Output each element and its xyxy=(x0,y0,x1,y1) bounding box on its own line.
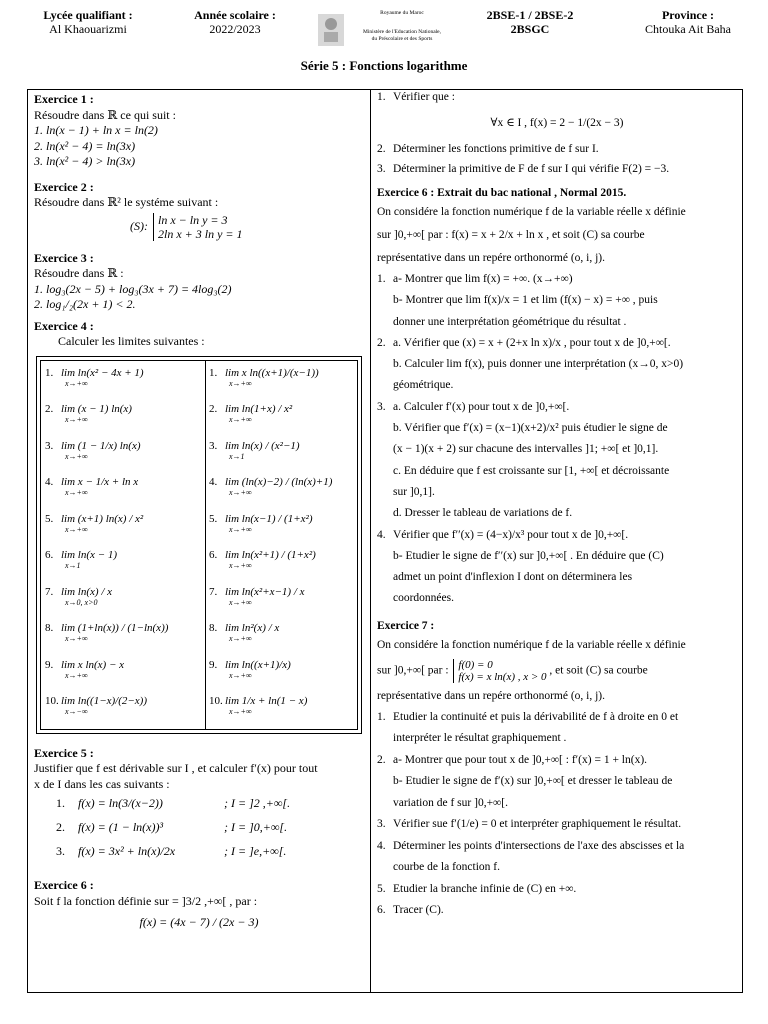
item-number: 2. xyxy=(56,820,65,834)
exercise-1-title: Exercice 1 : xyxy=(34,92,94,106)
exercise-1-item: 1. ln(x − 1) + ln x = ln(2) xyxy=(34,123,158,137)
item-text: a- Montrer que pour tout x de ]0,+∞[ : f′(x) = 1 + ln(x). xyxy=(393,753,648,766)
exercise-3-title: Exercice 3 : xyxy=(34,250,94,265)
page-header xyxy=(0,8,768,48)
exercise-5-item xyxy=(34,844,364,868)
item-number: 2. xyxy=(377,336,386,349)
system-eq1: ln x − ln y = 3 xyxy=(158,212,228,227)
list-item xyxy=(377,421,737,436)
limit-item xyxy=(209,476,332,499)
exercise-6-intro: Soit f la fonction définie sur = ]3/2 ,+∞[ , par : xyxy=(34,893,258,908)
limit-item xyxy=(45,549,117,572)
year-block xyxy=(175,8,295,36)
limit-item xyxy=(209,586,305,609)
exercise-7-p2 xyxy=(377,659,737,683)
limit-expression: lim ln(x² − 4x + 1) xyxy=(61,366,144,379)
list-item xyxy=(377,272,737,287)
limit-number: 7. xyxy=(45,585,54,598)
school-name: Al Khaouarizmi xyxy=(49,22,127,36)
item-number: 4. xyxy=(377,528,386,541)
item-text: Etudier la continuité et puis la dérivabilité de f à droite en 0 et xyxy=(393,710,679,723)
limit-number: 1. xyxy=(209,366,218,379)
item-text: Vérifier que : xyxy=(393,91,455,103)
limit-number: 2. xyxy=(209,403,218,415)
limits-table-divider xyxy=(205,361,206,729)
item-text: sur ]0,1]. xyxy=(393,485,435,498)
item-number: 2. xyxy=(377,143,386,155)
logo-line2: Ministère de l'Education Nationale, xyxy=(363,29,441,35)
limit-number: 9. xyxy=(209,658,218,671)
limit-number: 9. xyxy=(45,658,54,671)
exercise-4-intro: Calculer les limites suivantes : xyxy=(58,334,205,348)
limit-item xyxy=(45,513,143,536)
limit-subscript: x→+∞ xyxy=(229,597,252,607)
limit-number: 6. xyxy=(209,549,218,561)
limit-subscript: x→+∞ xyxy=(65,670,88,680)
limit-number: 8. xyxy=(45,622,54,634)
list-item xyxy=(377,570,737,585)
limit-expression: lim x − 1/x + ln x xyxy=(61,476,139,488)
item-number: 1. xyxy=(56,796,65,810)
item-text: variation de f sur ]0,+∞[. xyxy=(393,796,508,809)
item-number: 5. xyxy=(377,882,386,895)
exercise-5-intro-2: x de I dans les cas suivants : xyxy=(34,776,170,791)
limit-item xyxy=(45,695,147,718)
limit-expression: lim (1 − 1/x) ln(x) xyxy=(61,439,141,452)
list-item xyxy=(377,860,737,875)
list-item xyxy=(377,442,737,457)
limits-table-inner xyxy=(40,360,358,730)
exercise-6b-list xyxy=(377,272,737,606)
limit-subscript: x→1 xyxy=(229,451,245,461)
class-line2: 2BSGC xyxy=(510,22,550,36)
class-line1: 2BSE-1 / 2BSE-2 xyxy=(486,8,574,22)
exercise-1-item: 3. ln(x² − 4) > ln(3x) xyxy=(34,154,136,168)
limits-table xyxy=(36,356,362,734)
limit-number: 5. xyxy=(209,512,218,525)
list-item xyxy=(377,336,737,351)
limit-expression: lim (x+1) ln(x) / x² xyxy=(61,512,144,525)
list-item xyxy=(377,528,737,543)
year-label: Année scolaire : xyxy=(194,8,276,22)
item-number: 3. xyxy=(377,400,386,413)
limit-expression: lim x ln((x+1)/(x−1)) xyxy=(225,366,319,379)
function-definition: f(x) = ln(3/(x−2)) xyxy=(78,796,163,810)
item-number: 3. xyxy=(56,844,65,858)
right-column xyxy=(377,90,737,925)
list-item xyxy=(377,731,737,746)
limit-expression: lim x ln(x) − x xyxy=(61,658,125,671)
domain: ; I = ]2 ,+∞[. xyxy=(224,796,291,810)
limit-number: 3. xyxy=(209,439,218,452)
list-item xyxy=(377,162,737,177)
limit-number: 1. xyxy=(45,366,54,379)
item-text: ∀x ∈ I , f(x) = 2 − 1/(2x − 3) xyxy=(490,117,624,129)
item-text: a. Vérifier que (x) = x + (2+x ln x)/x , pour tout x de ]0,+∞[. xyxy=(393,336,671,349)
exercise-2-intro: Résoudre dans ℝ² le systéme suivant : xyxy=(34,195,219,209)
item-text: b- Etudier le signe de f′(x) sur ]0,+∞[ et dresser le tableau de xyxy=(393,775,673,788)
province-name: Chtouka Ait Baha xyxy=(645,22,731,36)
exercise-7-p3: représentative dans un repére orthonormé (o, i, j). xyxy=(377,689,605,702)
item-text: b. Calculer lim f(x), puis donner une interprétation (x→0, x>0) xyxy=(393,358,684,371)
ministry-logo xyxy=(318,10,458,50)
limit-item xyxy=(45,659,124,682)
limit-subscript: x→0, x>0 xyxy=(65,597,98,607)
function-definition: f(x) = 3x² + ln(x)/2x xyxy=(78,844,176,858)
exercise-5-intro-1: Justifier que f est dérivable sur I , et calculer f′(x) pour tout xyxy=(34,761,318,775)
item-text: Vérifier que f′′(x) = (4−x)/x³ pour tout x de ]0,+∞[. xyxy=(393,528,629,541)
item-text: b- Etudier le signe de f′′(x) sur ]0,+∞[ . En déduire que (C) xyxy=(393,549,664,562)
limit-subscript: x→−∞ xyxy=(65,707,88,716)
limit-expression: lim ln(x) / (x²−1) xyxy=(225,439,300,452)
item-text: Etudier la branche infinie de (C) en +∞. xyxy=(393,882,577,895)
exercise-5-item xyxy=(34,820,364,844)
limit-item xyxy=(209,440,300,463)
limit-expression: lim (1+ln(x)) / (1−ln(x)) xyxy=(61,622,169,634)
province-block xyxy=(618,8,758,36)
limit-number: 4. xyxy=(45,476,54,488)
item-number: 1. xyxy=(377,91,386,103)
limit-subscript: x→+∞ xyxy=(65,451,88,461)
item-number: 3. xyxy=(377,818,386,831)
item-text: c. En déduire que f est croissante sur [1, +∞[ et décroissante xyxy=(393,464,670,477)
list-item xyxy=(377,591,737,606)
limit-expression: lim 1/x + ln(1 − x) xyxy=(225,695,308,707)
item-text: a. Calculer f′(x) pour tout x de ]0,+∞[. xyxy=(393,400,570,413)
limit-item xyxy=(45,403,132,426)
item-number: 3. xyxy=(377,163,386,175)
exercise-7-title xyxy=(377,619,737,634)
limit-item xyxy=(209,403,292,426)
column-divider xyxy=(370,89,371,993)
limit-item xyxy=(45,622,168,645)
item-text: interpréter le résultat graphiquement . xyxy=(393,732,567,745)
exercise-1-intro: Résoudre dans ℝ ce qui suit : xyxy=(34,107,176,122)
logo-line1: Royaume du Maroc xyxy=(380,10,424,16)
exercise-7-sys-l1: f(0) = 0 xyxy=(458,658,493,671)
list-item xyxy=(377,110,737,137)
list-item xyxy=(377,903,737,918)
system-equations xyxy=(153,213,243,241)
list-item xyxy=(377,549,737,564)
function-definition: f(x) = (1 − ln(x))³ xyxy=(78,820,164,834)
item-text: d. Dresser le tableau de variations de f. xyxy=(393,507,573,520)
item-text: Vérifier sue f′(1/e) = 0 et interpréter graphiquement le résultat. xyxy=(393,818,682,831)
limit-subscript: x→+∞ xyxy=(229,524,252,534)
list-item xyxy=(377,506,737,521)
limit-item xyxy=(45,586,112,609)
limit-number: 6. xyxy=(45,549,54,561)
item-text: b- Montrer que lim f(x)/x = 1 et lim (f(x) − x) = +∞ , puis xyxy=(393,294,658,307)
limit-expression: lim (ln(x)−2) / (ln(x)+1) xyxy=(225,476,333,488)
exercise-3-item: 1. log₃(2x − 5) + log₃(3x + 7) = 4log₃(2) xyxy=(34,281,232,296)
item-number: 2. xyxy=(377,753,386,766)
list-item xyxy=(377,400,737,415)
limit-subscript: x→+∞ xyxy=(65,488,88,497)
exercise-7-title-text: Exercice 7 : xyxy=(377,619,435,632)
limit-subscript: x→+∞ xyxy=(229,415,252,424)
exercise-5-item xyxy=(34,796,364,820)
limit-subscript: x→+∞ xyxy=(65,415,88,424)
list-item xyxy=(377,882,737,897)
item-text: donner une interprétation géométrique du résultat . xyxy=(393,315,627,328)
list-item xyxy=(377,710,737,725)
limit-number: 10. xyxy=(45,695,59,707)
limit-expression: lim ln(x²+1) / (1+x²) xyxy=(225,549,316,561)
limit-item xyxy=(45,367,144,390)
item-text: coordonnées. xyxy=(393,592,454,605)
exercise-7-list xyxy=(377,710,737,919)
limit-item xyxy=(209,695,307,718)
limit-number: 10. xyxy=(209,695,223,707)
limit-item xyxy=(209,659,291,682)
exercise-6-formula: f(x) = (4x − 7) / (2x − 3) xyxy=(139,915,259,929)
exercise-1-item: 2. ln(x² − 4) = ln(3x) xyxy=(34,138,136,153)
exercise-5-title: Exercice 5 : xyxy=(34,745,94,760)
item-text: courbe de la fonction f. xyxy=(393,861,500,874)
logo-line3: du Préscolaire et des Sports xyxy=(371,36,433,42)
limit-subscript: x→+∞ xyxy=(229,670,252,680)
list-item xyxy=(377,774,737,789)
item-text: Déterminer les fonctions primitive de f sur I. xyxy=(393,143,599,155)
list-item xyxy=(377,753,737,768)
limit-number: 5. xyxy=(45,512,54,525)
list-item xyxy=(377,796,737,811)
item-text: géométrique. xyxy=(393,379,454,392)
limit-subscript: x→+∞ xyxy=(65,524,88,534)
limit-item xyxy=(209,549,316,572)
limit-expression: lim (x − 1) ln(x) xyxy=(61,403,132,415)
exercise-6b-title: Exercice 6 : Extrait du bac national , Normal 2015. xyxy=(377,187,627,199)
exercise-7-sys-l2: f(x) = x ln(x) , x > 0 xyxy=(458,670,547,683)
limit-item xyxy=(209,367,319,390)
exercise-6-continued xyxy=(377,90,737,177)
limit-subscript: x→1 xyxy=(65,561,81,570)
limit-number: 3. xyxy=(45,439,54,452)
limit-number: 2. xyxy=(45,403,54,415)
item-text: Tracer (C). xyxy=(393,904,444,917)
limit-number: 7. xyxy=(209,585,218,598)
item-number: 6. xyxy=(377,904,386,917)
left-column xyxy=(34,92,364,931)
exercise-2-system xyxy=(34,213,364,241)
limit-expression: lim ln(x − 1) xyxy=(61,549,117,561)
province-label: Province : xyxy=(661,8,715,22)
exercise-6b-p2: sur ]0,+∞[ par : f(x) = x + 2/x + ln x , et soit (C) sa courbe xyxy=(377,229,645,241)
limit-subscript: x→+∞ xyxy=(229,561,252,570)
limit-subscript: x→+∞ xyxy=(65,634,88,643)
limit-subscript: x→+∞ xyxy=(229,634,252,643)
exercise-6-title: Exercice 6 : xyxy=(34,878,94,892)
exercise-6b-p3: représentative dans un repére orthonormé (o, i, j). xyxy=(377,252,605,264)
exercise-7-system xyxy=(453,659,546,683)
list-item xyxy=(377,293,737,308)
limit-expression: lim ln(x) / x xyxy=(61,585,113,598)
exercise-7-p2b: , et soit (C) sa courbe xyxy=(549,664,648,677)
limit-subscript: x→+∞ xyxy=(229,488,252,497)
system-eq2: 2ln x + 3 ln y = 1 xyxy=(158,226,243,241)
limit-item xyxy=(209,513,312,536)
item-text: admet un point d'inflexion I dont on déterminera les xyxy=(393,571,633,584)
limit-item xyxy=(45,440,141,463)
item-text: Déterminer les points d'intersections de l'axe des abscisses et la xyxy=(393,839,685,852)
exercise-6b-p1: On considére la fonction numérique f de la variable réelle x définie xyxy=(377,206,686,218)
limit-subscript: x→+∞ xyxy=(229,378,252,388)
limit-expression: lim ln((x+1)/x) xyxy=(225,658,291,671)
item-text: b. Vérifier que f′(x) = (x−1)(x+2)/x² puis étudier le signe de xyxy=(393,422,668,435)
list-item xyxy=(377,464,737,479)
exercise-4-title: Exercice 4 : xyxy=(34,318,94,333)
limit-expression: lim ln(x²+x−1) / x xyxy=(225,585,305,598)
list-item xyxy=(377,839,737,854)
exercise-7-p1: On considére la fonction numérique f de la variable réelle x définie xyxy=(377,638,686,651)
item-text: a- Montrer que lim f(x) = +∞. (x→+∞) xyxy=(393,273,573,285)
exercise-5-list xyxy=(34,796,364,868)
exercise-3-intro: Résoudre dans ℝ : xyxy=(34,266,124,280)
system-label: (S): xyxy=(130,218,148,233)
logo-arabic-placeholder xyxy=(346,17,458,29)
class-block xyxy=(470,8,590,36)
item-number: 4. xyxy=(377,839,386,852)
limit-subscript: x→+∞ xyxy=(65,378,88,388)
limit-expression: lim ln((1−x)/(2−x)) xyxy=(61,695,148,707)
limit-number: 8. xyxy=(209,622,218,634)
list-item xyxy=(377,817,737,832)
limit-expression: lim ln(x−1) / (1+x²) xyxy=(225,512,313,525)
exercise-7-p2a: sur ]0,+∞[ par : xyxy=(377,664,449,677)
list-item xyxy=(377,357,737,372)
school-block xyxy=(28,8,148,36)
logo-text xyxy=(346,10,458,43)
list-item xyxy=(377,485,737,500)
limit-expression: lim ln²(x) / x xyxy=(225,622,280,634)
limit-number: 4. xyxy=(209,476,218,488)
exercise-3-item: 2. log₁/₂(2x + 1) < 2. xyxy=(34,297,136,311)
list-item xyxy=(377,90,737,105)
item-number: 1. xyxy=(377,273,386,285)
limit-subscript: x→+∞ xyxy=(229,707,252,716)
list-item xyxy=(377,315,737,330)
domain: ; I = ]e,+∞[. xyxy=(224,844,287,858)
limit-item xyxy=(209,622,279,645)
list-item xyxy=(377,142,737,157)
school-label: Lycée qualifiant : xyxy=(43,8,133,22)
domain: ; I = ]0,+∞[. xyxy=(224,820,288,834)
limit-item xyxy=(45,476,138,499)
item-text: (x − 1)(x + 2) sur chacune des intervalles ]1; +∞[ et ]0,1]. xyxy=(393,443,659,456)
page-title: Série 5 : Fonctions logarithme xyxy=(300,58,468,73)
year-value: 2022/2023 xyxy=(209,22,261,36)
item-text: Déterminer la primitive de F de f sur I qui vérifie F(2) = −3. xyxy=(393,163,670,175)
limit-expression: lim ln(1+x) / x² xyxy=(225,403,293,415)
item-number: 1. xyxy=(377,710,386,723)
exercise-2-title: Exercice 2 : xyxy=(34,179,94,194)
list-item xyxy=(377,378,737,393)
